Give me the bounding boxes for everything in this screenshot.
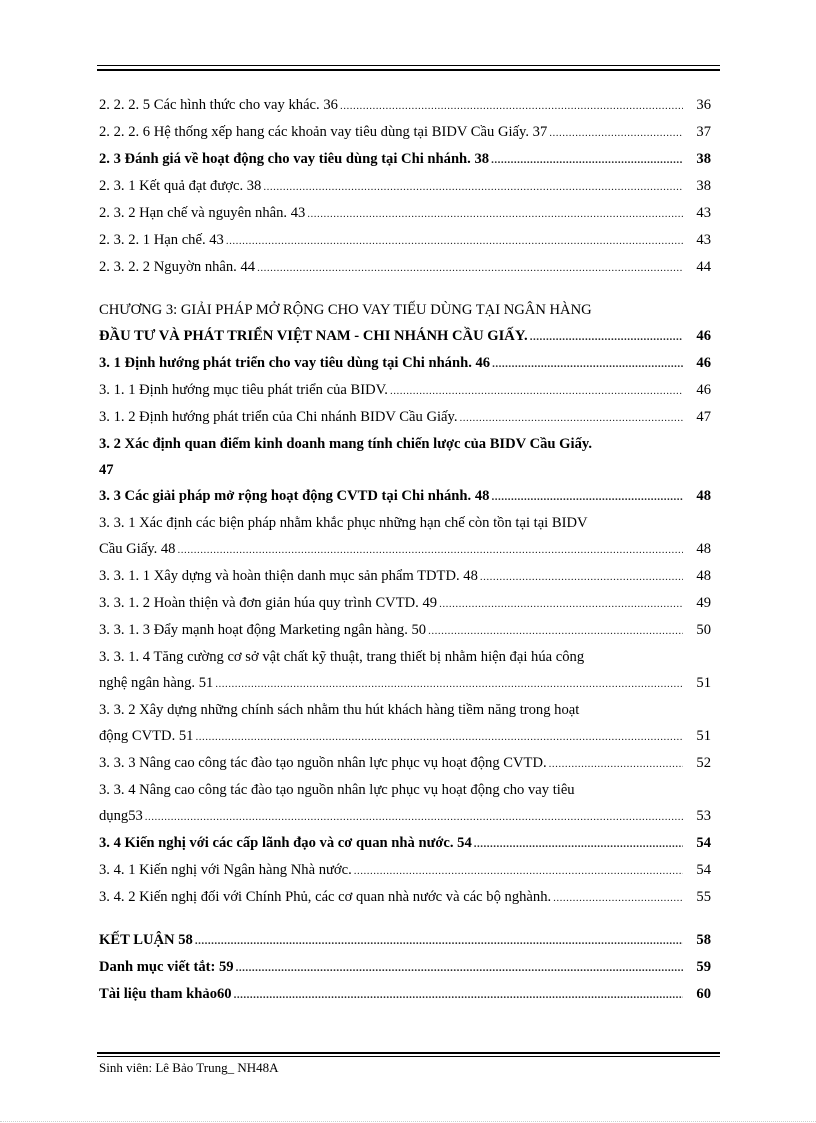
toc-page: 46	[696, 355, 711, 371]
toc-row[interactable]	[99, 750, 711, 777]
section-3-3-1-4-line-2: nghệ ngân hàng. 51	[99, 675, 214, 691]
toc-row[interactable]	[99, 954, 711, 981]
toc-leader	[234, 982, 683, 1008]
footer-student: Sinh viên: Lê Bảo Trung_ NH48A	[99, 1060, 279, 1075]
chapter-3-line-1: CHƯƠNG 3: GIẢI PHÁP MỞ RỘNG CHO VAY TIẾU DÙNG TẠI NGÂN HÀNG	[99, 302, 592, 318]
toc-title: 2. 3. 2. 1 Hạn chế. 43	[99, 232, 224, 248]
toc-leader	[236, 955, 683, 981]
page-break-line	[0, 1121, 816, 1122]
toc-title: 3. 3. 3 Nâng cao công tác đào tạo nguồn nhân lực phục vụ hoạt động CVTD.	[99, 755, 547, 771]
toc-page: 38	[696, 151, 711, 167]
toc-leader	[491, 484, 683, 510]
toc-title: 3. 3. 1. 2 Hoàn thiện và đơn giản húa quy trình CVTD. 49	[99, 595, 438, 611]
toc-row[interactable]	[99, 981, 711, 1008]
toc-row	[99, 670, 711, 697]
toc-section-3-3-2[interactable]	[99, 697, 711, 750]
toc-group-e	[99, 927, 711, 1008]
toc-title: 2. 3. 2 Hạn chế và nguyên nhân. 43	[99, 205, 306, 221]
toc-leader	[177, 537, 683, 563]
toc-leader	[428, 618, 683, 644]
toc-title: 3. 1. 1 Định hướng mục tiêu phát triển của BIDV.	[99, 382, 388, 398]
toc-page: 50	[696, 622, 711, 638]
toc-title: 3. 3. 1. 3 Đẩy mạnh hoạt động Marketing ngân hàng. 50	[99, 622, 427, 638]
toc-row[interactable]	[99, 254, 711, 281]
toc-title: 2. 3. 1 Kết quả đạt được. 38	[99, 178, 262, 194]
toc-page: 60	[696, 986, 711, 1002]
toc-page: 48	[696, 541, 711, 557]
section-3-3-4-line-2: dụng53	[99, 808, 143, 824]
section-3-2-line-2: 47	[99, 462, 114, 478]
toc-row[interactable]	[99, 404, 711, 431]
toc-group-c	[99, 563, 711, 644]
toc-page: 49	[696, 595, 711, 611]
chapter-3-line-2: ĐẦU TƯ VÀ PHÁT TRIỂN VIỆT NAM - CHI NHÁNH CẦU GIẤY.	[99, 328, 528, 344]
toc-leader	[145, 804, 683, 830]
toc-leader	[492, 351, 683, 377]
toc-leader	[491, 147, 683, 173]
toc-page: 48	[696, 568, 711, 584]
toc-title: 2. 3 Đánh giá về hoạt động cho vay tiêu dùng tại Chi nhánh. 38	[99, 151, 490, 167]
toc-title: KẾT LUẬN 58	[99, 932, 193, 948]
toc-page: 44	[696, 259, 711, 275]
header-rule-bottom	[97, 69, 720, 71]
section-3-3-2-line-2: động CVTD. 51	[99, 728, 194, 744]
toc-page: 48	[696, 488, 711, 504]
toc-row	[99, 323, 711, 350]
toc-leader	[439, 591, 683, 617]
toc-page: 36	[696, 97, 711, 113]
toc-section-3-3-1-4[interactable]	[99, 644, 711, 697]
toc-title: 3. 1 Định hướng phát triển cho vay tiêu dùng tại Chi nhánh. 46	[99, 355, 491, 371]
toc-title: 3. 1. 2 Định hướng phát triển của Chi nhánh BIDV Cầu Giấy.	[99, 409, 458, 425]
toc-row	[99, 803, 711, 830]
toc-row[interactable]	[99, 119, 711, 146]
toc-title: 2. 2. 2. 5 Các hình thức cho vay khác. 36	[99, 97, 338, 113]
toc-page: 59	[696, 959, 711, 975]
toc-leader	[340, 93, 683, 119]
toc-title: 3. 4. 1 Kiến nghị với Ngân hàng Nhà nước.	[99, 862, 352, 878]
section-3-3-2-line-1: 3. 3. 2 Xây dựng những chính sách nhằm thu hút khách hàng tiềm năng trong hoạt	[99, 702, 580, 718]
toc-title: Tài liệu tham khảo60	[99, 986, 232, 1002]
toc-leader	[195, 724, 683, 750]
toc-row[interactable]	[99, 200, 711, 227]
toc-row[interactable]	[99, 563, 711, 590]
toc-title: 3. 3 Các giải pháp mở rộng hoạt động CVTD tại Chi nhánh. 48	[99, 488, 490, 504]
toc-leader	[549, 751, 683, 777]
section-3-3-1-line-2: Cầu Giấy. 48	[99, 541, 176, 557]
toc-leader	[474, 831, 683, 857]
toc-title: 2. 3. 2. 2 Nguyờn nhân. 44	[99, 259, 256, 275]
section-3-2-line-1: 3. 2 Xác định quan điểm kinh doanh mang tính chiến lược của BIDV Cầu Giấy.	[99, 436, 593, 452]
toc-row[interactable]	[99, 590, 711, 617]
toc-row	[99, 536, 711, 563]
header-rule-top	[97, 65, 720, 66]
toc-row[interactable]	[99, 927, 711, 954]
toc-leader	[257, 255, 683, 281]
toc-title: 2. 2. 2. 6 Hệ thống xếp hang các khoản vay tiêu dùng tại BIDV Cầu Giấy. 37	[99, 124, 548, 140]
toc-page: 46	[696, 382, 711, 398]
toc-page: 43	[696, 232, 711, 248]
toc-title: Danh mục viết tắt: 59	[99, 959, 234, 975]
toc-leader	[215, 671, 683, 697]
toc-page: 51	[696, 728, 711, 744]
toc-page: 37	[696, 124, 711, 140]
toc-page: 53	[696, 808, 711, 824]
toc-section-3-2[interactable]	[99, 431, 711, 483]
toc-leader	[460, 405, 683, 431]
toc-row[interactable]	[99, 830, 711, 857]
toc-leader	[195, 928, 683, 954]
toc-leader	[226, 228, 683, 254]
toc-page: 46	[696, 328, 711, 344]
toc-page: 52	[696, 755, 711, 771]
toc-group-b	[99, 350, 711, 431]
toc-page: 38	[696, 178, 711, 194]
toc-title: 3. 4 Kiến nghị với các cấp lãnh đạo và cơ quan nhà nước. 54	[99, 835, 472, 851]
toc-leader	[307, 201, 683, 227]
toc-row[interactable]	[99, 146, 711, 173]
toc-row[interactable]	[99, 617, 711, 644]
toc-row[interactable]	[99, 377, 711, 404]
toc-leader	[390, 378, 683, 404]
footer-rule-top	[97, 1052, 720, 1054]
toc-row[interactable]	[99, 350, 711, 377]
section-3-3-4-line-1: 3. 3. 4 Nâng cao công tác đào tạo nguồn nhân lực phục vụ hoạt động cho vay tiêu	[99, 782, 575, 798]
section-3-3-1-line-1: 3. 3. 1 Xác định các biện pháp nhằm khắc phục những hạn chế còn tồn tại tại BIDV	[99, 515, 588, 531]
toc-page: 54	[696, 862, 711, 878]
toc-title: 3. 3. 1. 1 Xây dựng và hoàn thiện danh mục sản phẩm TDTD. 48	[99, 568, 478, 584]
toc-group-a	[99, 92, 711, 281]
toc-row[interactable]	[99, 92, 711, 119]
toc-row	[99, 723, 711, 750]
toc-page: 54	[696, 835, 711, 851]
toc-page: 58	[696, 932, 711, 948]
toc-leader	[553, 885, 683, 911]
toc-page: 51	[696, 675, 711, 691]
toc-leader	[480, 564, 683, 590]
toc-section-3-3-1[interactable]	[99, 510, 711, 563]
toc-row[interactable]	[99, 173, 711, 200]
toc-section-3-3-4[interactable]	[99, 777, 711, 830]
toc-title: 3. 4. 2 Kiến nghị đối với Chính Phủ, các cơ quan nhà nước và các bộ nghành.	[99, 889, 552, 905]
toc-row[interactable]	[99, 884, 711, 911]
toc-row[interactable]	[99, 227, 711, 254]
section-3-3-1-4-line-1: 3. 3. 1. 4 Tăng cường cơ sở vật chất kỹ thuật, trang thiết bị nhằm hiện đại húa công	[99, 649, 585, 665]
toc-page: 43	[696, 205, 711, 221]
toc-row[interactable]	[99, 483, 711, 510]
toc-leader	[530, 324, 683, 350]
toc-row[interactable]	[99, 857, 711, 884]
toc-leader	[263, 174, 683, 200]
table-of-contents	[99, 92, 711, 1008]
toc-leader	[354, 858, 683, 884]
toc-page: 55	[696, 889, 711, 905]
toc-chapter-3[interactable]	[99, 297, 711, 350]
footer-rule-bottom	[97, 1056, 720, 1057]
toc-group-d	[99, 830, 711, 911]
toc-page: 47	[696, 409, 711, 425]
toc-leader	[549, 120, 683, 146]
